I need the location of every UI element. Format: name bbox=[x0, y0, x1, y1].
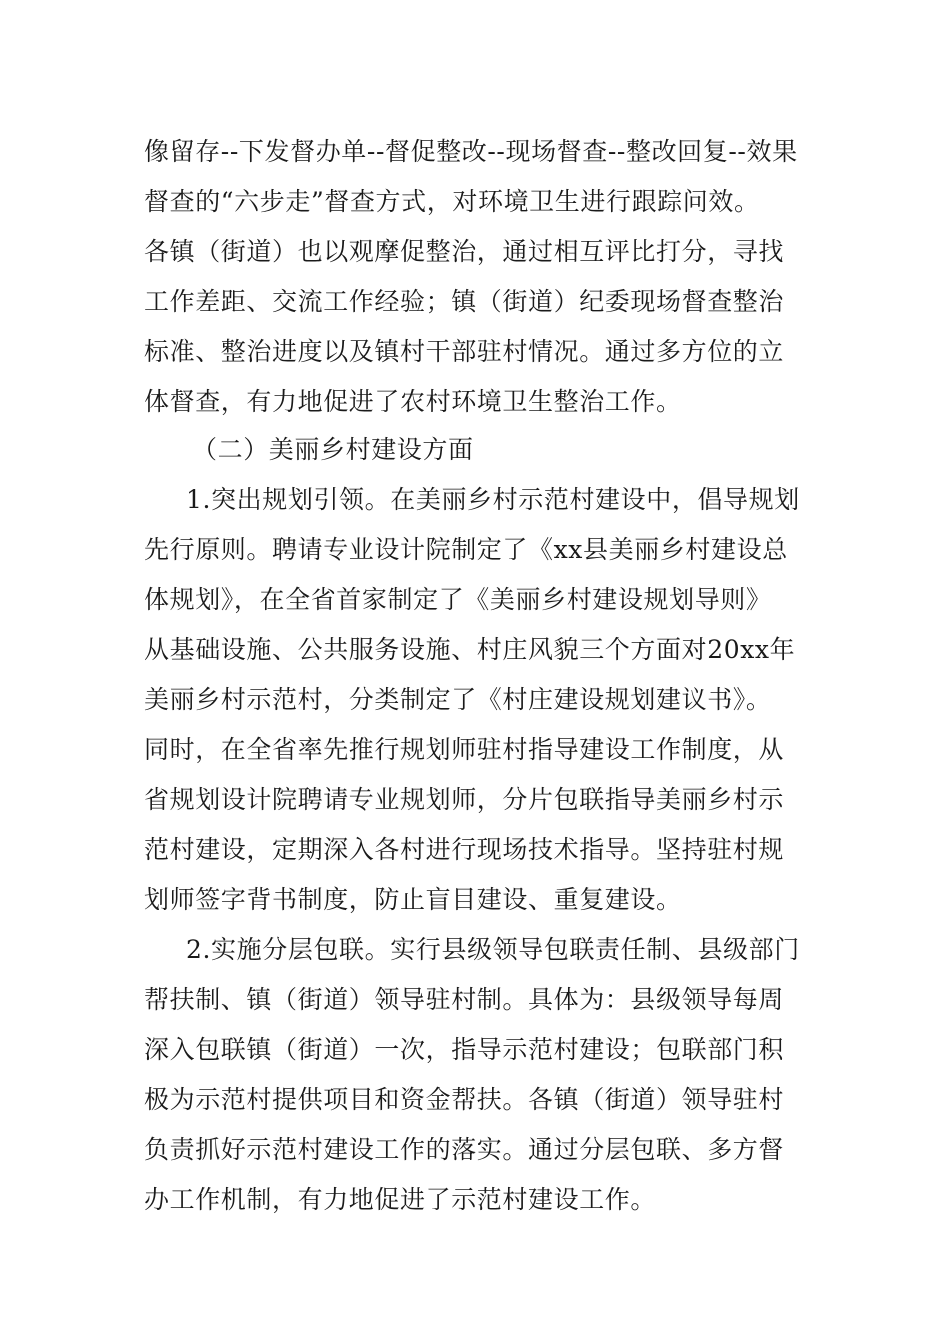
body-text-line: 各镇（街道）也以观摩促整治，通过相互评比打分，寻找 bbox=[144, 237, 785, 266]
body-text-line: 先行原则。聘请专业设计院制定了《xx县美丽乡村建设总 bbox=[144, 535, 788, 564]
body-text-line: 工作差距、交流工作经验；镇（街道）纪委现场督查整治 bbox=[144, 287, 785, 316]
paragraph-first-line: 2.实施分层包联。实行县级领导包联责任制、县级部门 bbox=[186, 935, 800, 964]
body-text-line: 体规划》，在全省首家制定了《美丽乡村建设规划导则》 bbox=[144, 585, 772, 614]
body-text-line: 负责抓好示范村建设工作的落实。通过分层包联、多方督 bbox=[144, 1135, 785, 1164]
body-text-line: 从基础设施、公共服务设施、村庄风貌三个方面对20xx年 bbox=[144, 635, 796, 664]
body-text-line: 划师签字背书制度，防止盲目建设、重复建设。 bbox=[144, 885, 682, 914]
body-text-line: 体督查，有力地促进了农村环境卫生整治工作。 bbox=[144, 387, 682, 416]
body-text-line: 极为示范村提供项目和资金帮扶。各镇（街道）领导驻村 bbox=[144, 1085, 785, 1114]
body-text-line: 同时，在全省率先推行规划师驻村指导建设工作制度，从 bbox=[144, 735, 785, 764]
body-text-line: 标准、整治进度以及镇村干部驻村情况。通过多方位的立 bbox=[144, 337, 785, 366]
body-text-line: 美丽乡村示范村，分类制定了《村庄建设规划建议书》。 bbox=[144, 685, 772, 714]
body-text-line: 督查的“六步走”督查方式，对环境卫生进行跟踪问效。 bbox=[144, 187, 760, 216]
paragraph-first-line: 1.突出规划引领。在美丽乡村示范村建设中，倡导规划 bbox=[186, 485, 800, 514]
body-text-line: 省规划设计院聘请专业规划师，分片包联指导美丽乡村示 bbox=[144, 785, 785, 814]
body-text-line: 深入包联镇（街道）一次，指导示范村建设；包联部门积 bbox=[144, 1035, 785, 1064]
body-text-line: 帮扶制、镇（街道）领导驻村制。具体为：县级领导每周 bbox=[144, 985, 785, 1014]
section-heading: （二）美丽乡村建设方面 bbox=[192, 435, 474, 464]
body-text-line: 范村建设，定期深入各村进行现场技术指导。坚持驻村规 bbox=[144, 835, 785, 864]
body-text-line: 办工作机制，有力地促进了示范村建设工作。 bbox=[144, 1185, 657, 1214]
body-text-line: 像留存--下发督办单--督促整改--现场督查--整改回复--效果 bbox=[144, 137, 798, 166]
